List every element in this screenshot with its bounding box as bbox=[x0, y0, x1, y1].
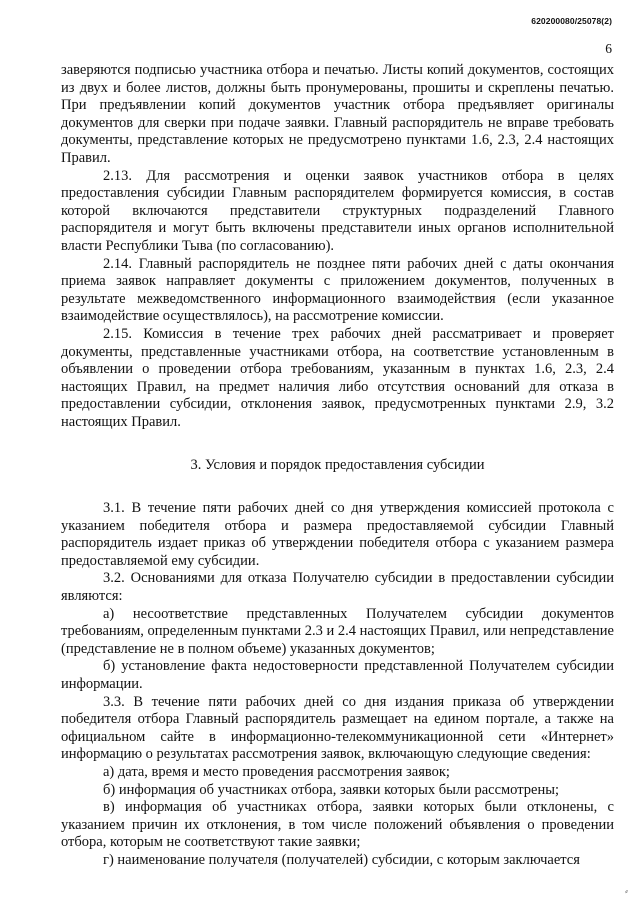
paragraph-2-13: 2.13. Для рассмотрения и оценки заявок участников отбора в целях предоставления субсидии Главным распорядителем формируется комиссия, в состав которой включаются представители структурных подразделений Главного распорядителя и могут быть включены представители иных органов исполнительной власти Республики Тыва (по согласованию). bbox=[61, 167, 614, 254]
corner-mark: ⸗ bbox=[625, 886, 628, 896]
paragraph-3-3: 3.3. В течение пяти рабочих дней со дня издания приказа об утверждении победителя отбора Главный распорядитель размещает на едином портале, а также на официальном сайте в информационно-телекоммуникационной сети «Интернет» информацию о результатах рассмотрения заявок, включающую следующие сведения: bbox=[61, 693, 614, 763]
paragraph-3-3-b: б) информация об участниках отбора, заявки которых были рассмотрены; bbox=[103, 781, 559, 798]
section-heading: 3. Условия и порядок предоставления субсидии bbox=[190, 457, 485, 474]
paragraph-3-2-b: б) установление факта недостоверности представленной Получателем субсидии информации. bbox=[61, 658, 614, 692]
paragraph-3-1: 3.1. В течение пяти рабочих дней со дня утверждения комиссией протокола с указанием победителя отбора и размера предоставляемой субсидии Главный распорядитель издает приказ об утверждении победителя отбора с указанием размера предоставляемой ему субсидии. bbox=[61, 500, 614, 569]
paragraph-continuation: заверяются подписью участника отбора и печатью. Листы копий документов, состоящих из двух и более листов, должны быть пронумерованы, прошиты и скреплены печатью. При предъявлении копий документов участник отбора предъявляет оригиналы документов для сверки при подаче заявки. Главный распорядитель не вправе требовать документы, представление которых не предусмотрено пунктами 1.6, 2.3, 2.4 настоящих Правил. bbox=[61, 62, 614, 166]
document-id: 620200080/25078(2) bbox=[531, 16, 612, 26]
document-body bbox=[61, 62, 614, 870]
paragraph-3-3-v: в) информация об участниках отбора, заявки которых были отклонены, с указанием причин их отклонения, в том числе положений объявления о проведении отбора, которым не соответствуют такие заявки; bbox=[61, 799, 614, 851]
paragraph-3-3-g: г) наименование получателя (получателей) субсидии, с которым заключается bbox=[103, 851, 580, 868]
paragraph-3-2: 3.2. Основаниями для отказа Получателю субсидии в предоставлении субсидии являются: bbox=[61, 570, 614, 605]
paragraph-3-2-a: а) несоответствие представленных Получателем субсидии документов требованиям, определенным пунктами 2.3 и 2.4 настоящих Правил, или непредставление (представление не в полном объеме) указанных документов; bbox=[61, 605, 614, 657]
paragraph-2-14: 2.14. Главный распорядитель не позднее пяти рабочих дней с даты окончания приема заявок направляет документы с приложением документов, полученных в результате межведомственного информационного взаимодействия (если указанное взаимодействие осуществлялось), на рассмотрение комиссии. bbox=[61, 255, 614, 325]
paragraph-2-15: 2.15. Комиссия в течение трех рабочих дней рассматривает и проверяет документы, представленные участниками отбора, на соответствие установленным в объявлении о проведении отбора требованиям, указанным в пунктах 1.6, 2.3, 2.4 настоящих Правил, на предмет наличия либо отсутствия оснований для отказа в предоставлении субсидии, отклонения заявок, предусмотренных пунктами 2.9, 3.2 настоящих Правил. bbox=[61, 325, 614, 430]
paragraph-3-3-a: а) дата, время и место проведения рассмотрения заявок; bbox=[103, 763, 450, 780]
page-number: 6 bbox=[605, 41, 612, 56]
